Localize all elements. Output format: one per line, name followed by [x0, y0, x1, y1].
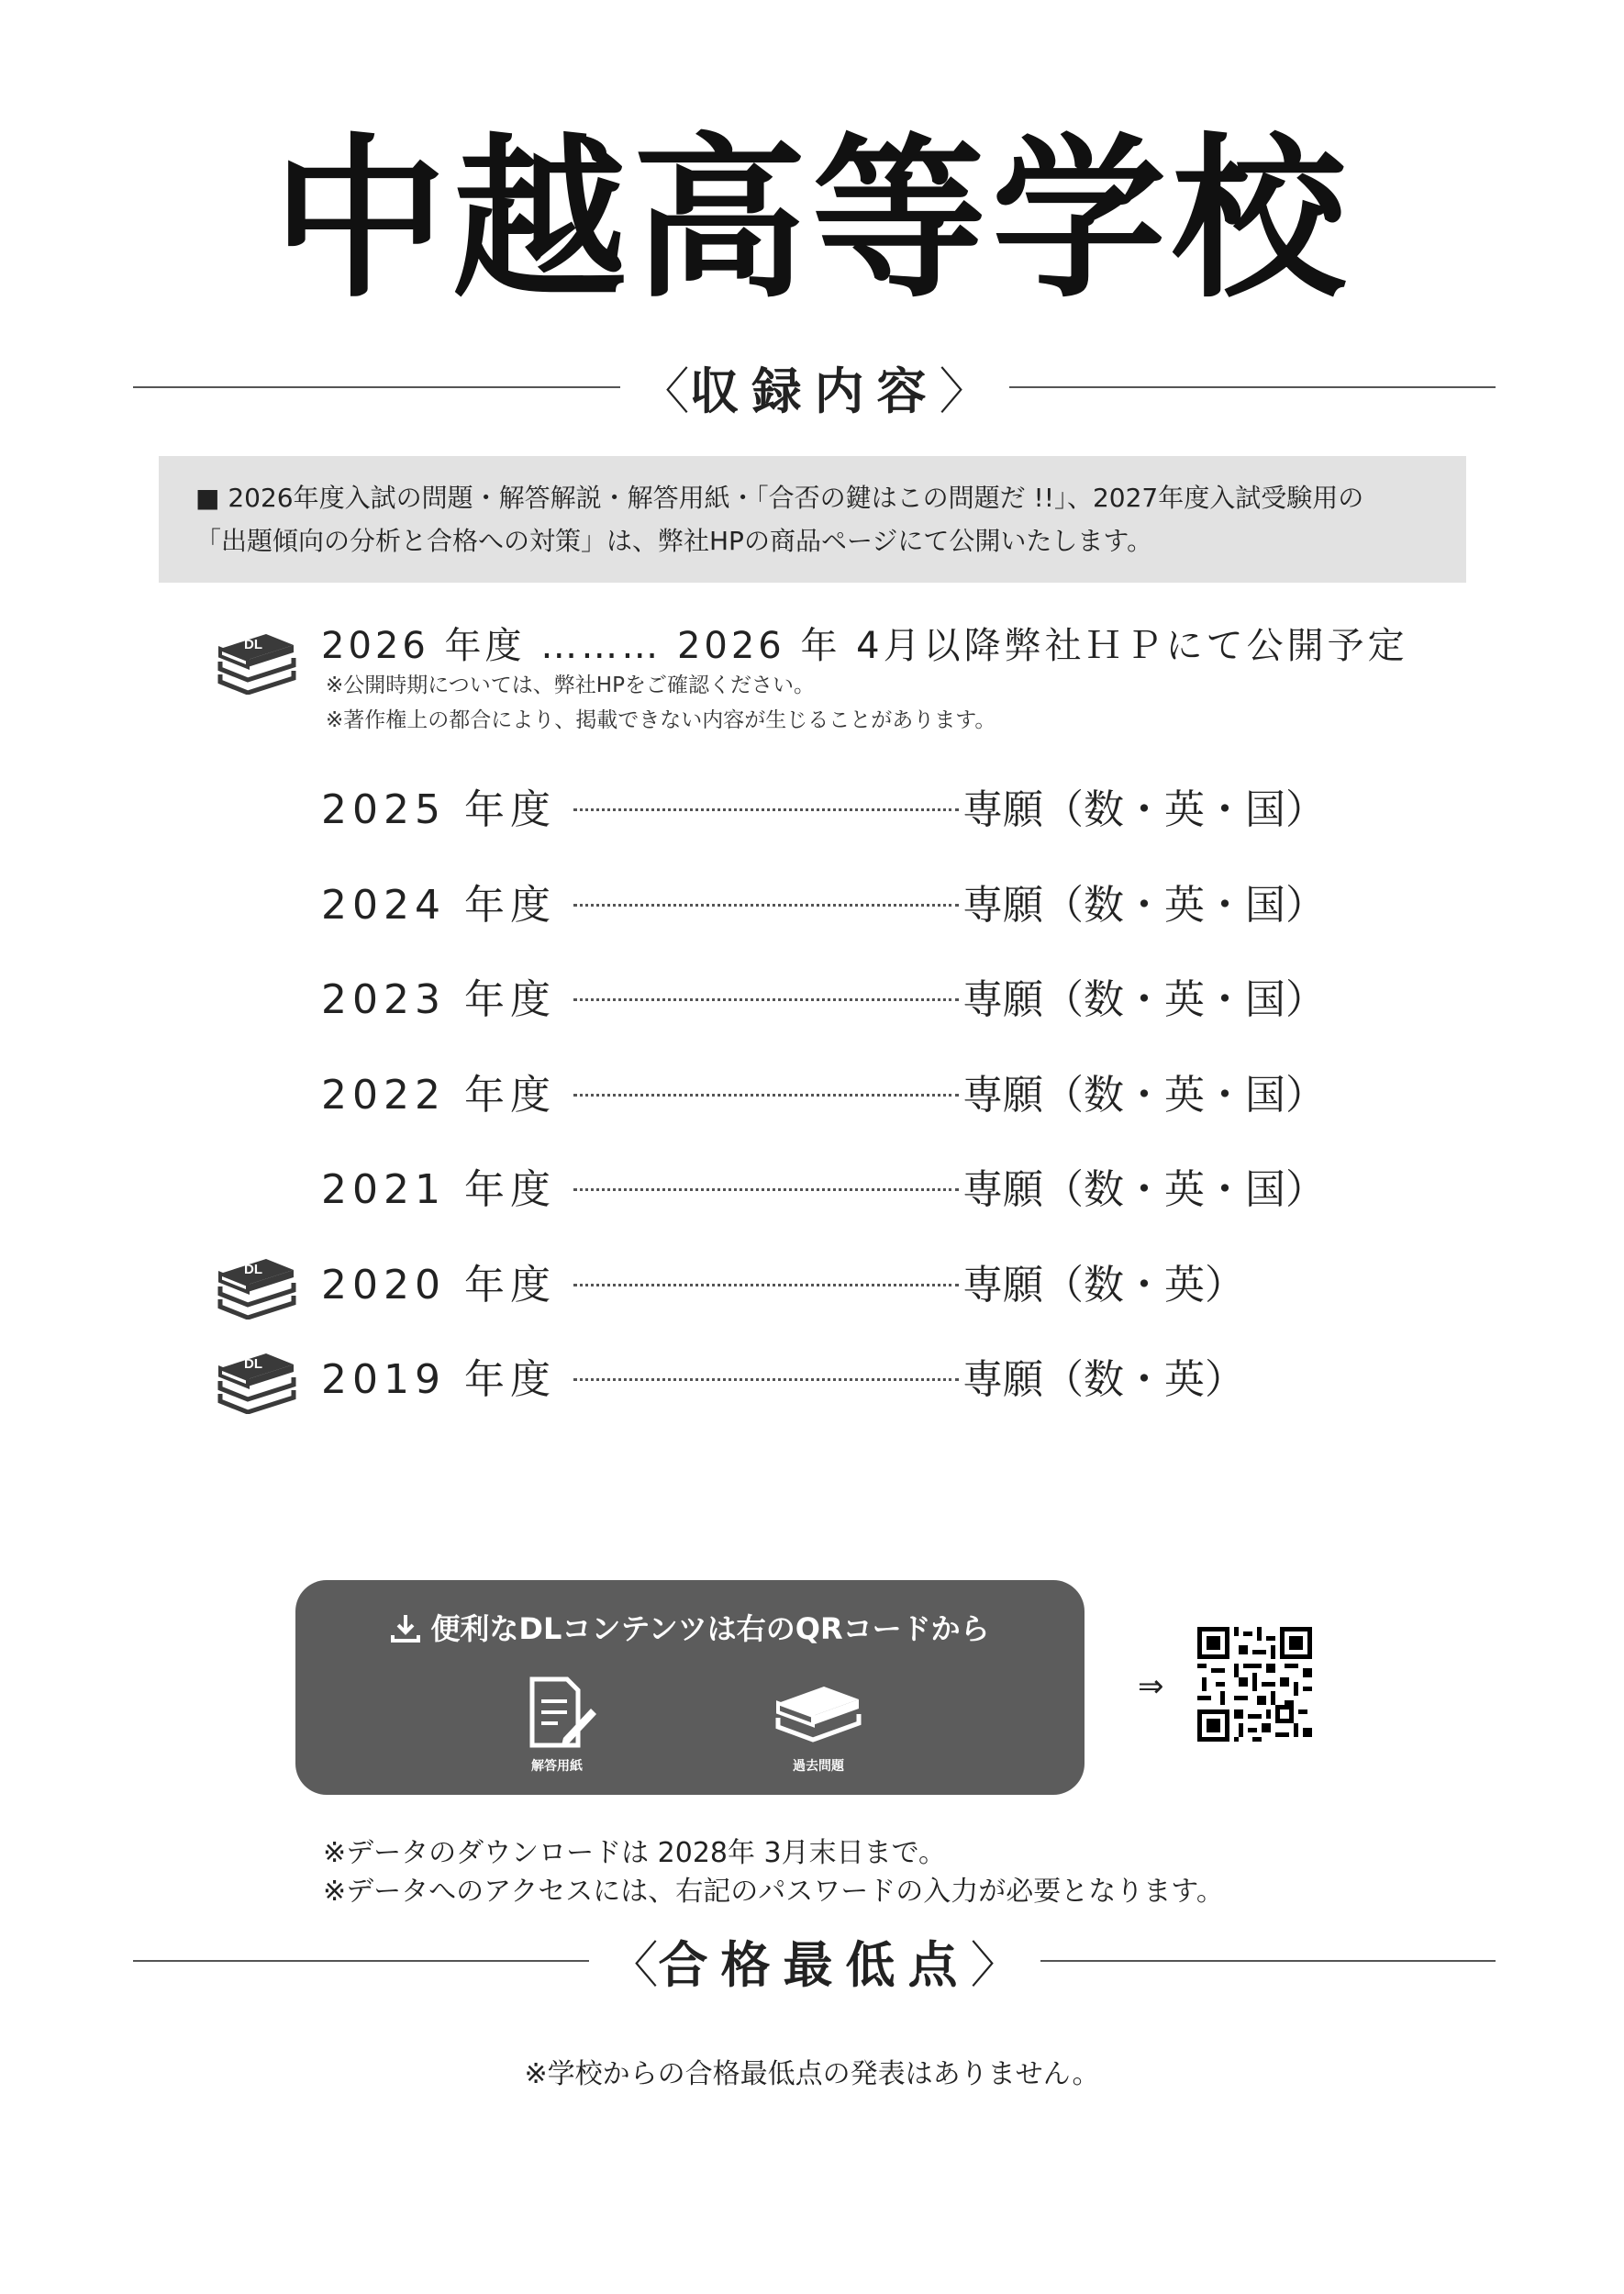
year-row — [321, 778, 1326, 833]
year-label: 2022 年度 — [321, 1072, 556, 1119]
year-label: 2024 年度 — [321, 882, 556, 929]
divider-line-right — [1040, 1960, 1496, 1962]
entry-2026-note-2: ※著作権上の都合により、掲載できない内容が生じることがあります。 — [326, 708, 996, 732]
year-label: 2021 年度 — [321, 1166, 556, 1213]
answer-sheet-caption: 解答用紙 — [531, 1759, 583, 1774]
arrow-to-qr: ⇒ — [1138, 1668, 1164, 1705]
bracket-open: 〈 — [608, 1935, 659, 1994]
year-label: 2019 年度 — [321, 1356, 556, 1403]
divider-line-right — [1009, 386, 1496, 388]
subjects-label: 専願（数・英） — [962, 1262, 1245, 1308]
dot-leader — [573, 808, 959, 811]
footnote-password: ※データへのアクセスには、右記のパスワードの入力が必要となります。 — [323, 1876, 1224, 1908]
footnote-download-deadline: ※データのダウンロードは 2028年 3月末日まで。 — [323, 1837, 947, 1869]
year-row — [321, 874, 1326, 929]
year-row — [321, 968, 1326, 1023]
subjects-label: 専願（数・英・国） — [962, 786, 1326, 833]
year-row — [321, 1063, 1326, 1119]
section-min-score-text: 合格最低点 — [658, 1935, 971, 1994]
section-contents-header — [133, 360, 1496, 420]
dot-leader — [573, 1094, 959, 1097]
answer-sheet-icon — [516, 1674, 598, 1751]
section-contents-label — [620, 352, 1009, 423]
min-score-note: ※学校からの合格最低点の発表はありません。 — [524, 2058, 1100, 2090]
subjects-label: 専願（数・英・国） — [962, 882, 1326, 929]
section-contents-text: 収録内容 — [689, 362, 940, 420]
dot-leader — [573, 1188, 959, 1191]
subjects-label: 専願（数・英） — [962, 1356, 1245, 1403]
entry-2026-text: 2026 年度 ……… 2026 年 4月以降弊社ＨＰにて公開予定 — [321, 625, 1408, 667]
dl-content-box — [295, 1580, 1085, 1795]
dl-headline — [295, 1606, 1085, 1648]
dot-leader — [573, 904, 959, 907]
section-min-score-header — [133, 1933, 1496, 1994]
svg-text:DL: DL — [244, 1262, 262, 1277]
past-questions-item[interactable] — [763, 1674, 873, 1775]
bracket-open: 〈 — [640, 362, 690, 420]
qr-code[interactable] — [1197, 1627, 1312, 1742]
bracket-close: 〉 — [939, 362, 989, 420]
past-questions-caption: 過去問題 — [793, 1759, 844, 1774]
notice-box — [159, 456, 1466, 583]
answer-sheet-item[interactable] — [502, 1674, 612, 1775]
bracket-close: 〉 — [970, 1935, 1020, 1994]
dl-books-icon — [213, 1341, 300, 1414]
notice-line-2: 「出題傾向の分析と合格への対策」は、弊社HPの商品ページにて公開いたします。 — [195, 526, 1153, 556]
year-row — [321, 1348, 1245, 1403]
subjects-label: 専願（数・英・国） — [962, 1166, 1326, 1213]
dot-leader — [573, 1284, 959, 1286]
dot-leader — [573, 998, 959, 1001]
divider-line-left — [133, 1960, 589, 1962]
dl-books-icon — [213, 621, 300, 695]
svg-text:DL: DL — [244, 1356, 262, 1372]
books-icon — [773, 1674, 864, 1751]
entry-2026-note-1: ※公開時期については、弊社HPをご確認ください。 — [326, 674, 815, 697]
year-row — [321, 1253, 1245, 1308]
year-label: 2020 年度 — [321, 1262, 556, 1308]
subjects-label: 専願（数・英・国） — [962, 1072, 1326, 1119]
download-icon — [390, 1613, 421, 1643]
svg-text:DL: DL — [244, 637, 262, 652]
year-row — [321, 1158, 1326, 1213]
divider-line-left — [133, 386, 620, 388]
year-label: 2025 年度 — [321, 786, 556, 833]
dot-leader — [573, 1378, 959, 1381]
dl-headline-text: 便利なDLコンテンツは右のQRコードから — [430, 1611, 990, 1646]
notice-line-1: ■ 2026年度入試の問題・解答解説・解答用紙・「合否の鍵はこの問題だ !!」、2027年度入試受験用の — [195, 483, 1364, 513]
section-min-score-label — [589, 1926, 1040, 1997]
subjects-label: 専願（数・英・国） — [962, 976, 1326, 1023]
dl-books-icon — [213, 1246, 300, 1320]
school-title: 中越高等学校 — [272, 118, 1351, 321]
year-label: 2023 年度 — [321, 976, 556, 1023]
